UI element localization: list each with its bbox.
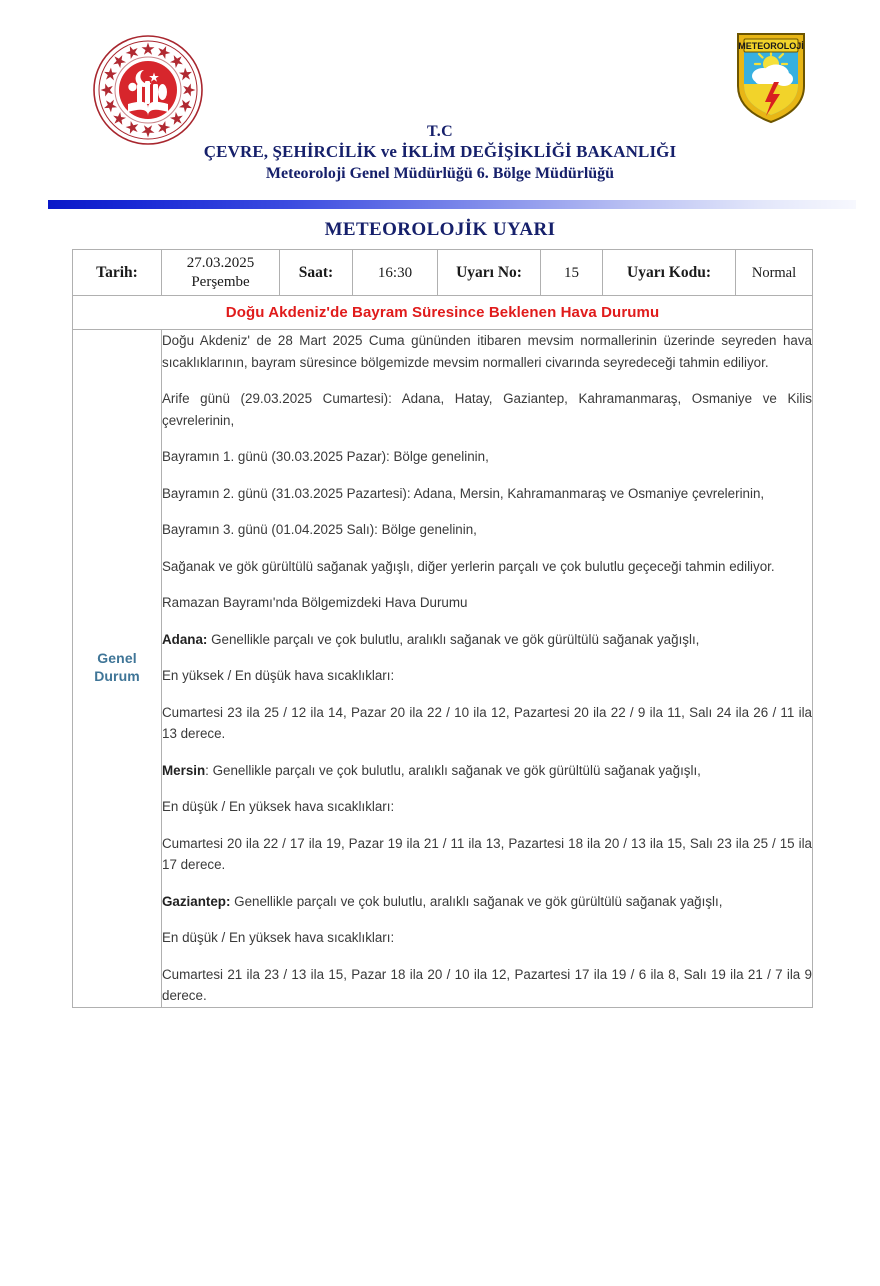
table-row-alert-title [73, 296, 813, 330]
forecast-paragraph [162, 665, 812, 687]
header-gradient-rule [48, 200, 856, 209]
page-title: METEOROLOJİK UYARI [324, 219, 556, 240]
title-ministry: ÇEVRE, ŞEHİRCİLİK ve İKLİM DEĞİŞİKLİĞİ BAKANLIĞI [203, 142, 677, 161]
warning-no-value: 15 [541, 250, 603, 296]
forecast-paragraph [162, 796, 812, 818]
forecast-paragraph [162, 964, 812, 1007]
forecast-body [162, 330, 813, 1008]
title-department: Meteoroloji Genel Müdürlüğü 6. Bölge Müdürlüğü [265, 165, 615, 182]
paragraph-text: Cumartesi 21 ila 23 / 13 ila 15, Pazar 18 ila 20 / 10 ila 12, Pazartesi 17 ila 19 / 6 ila 8, Salı 19 ila 21 / 7 ila 9 derece. [162, 966, 812, 1003]
header-title-block [0, 122, 880, 184]
paragraph-text: En düşük / En yüksek hava sıcaklıkları: [162, 799, 395, 814]
paragraph-text: En düşük / En yüksek hava sıcaklıkları: [162, 930, 395, 945]
forecast-paragraph [162, 629, 812, 651]
paragraph-text: Bayramın 3. günü (01.04.2025 Salı): Bölge genelinin, [162, 522, 477, 537]
warning-code-label: Uyarı Kodu: [603, 250, 736, 296]
alert-title: Doğu Akdeniz'de Bayram Süresince Beklenen Hava Durumu [225, 303, 660, 321]
date-label: Tarih: [73, 250, 162, 296]
forecast-paragraph [162, 519, 812, 541]
warning-no-label: Uyarı No: [438, 250, 541, 296]
forecast-paragraph [162, 927, 812, 949]
meteoroloji-shield-icon [732, 28, 810, 126]
general-situation-cell [73, 330, 162, 1008]
paragraph-lead: Gaziantep: [162, 893, 231, 909]
warning-table [72, 249, 813, 1008]
time-value: 16:30 [353, 250, 438, 296]
forecast-paragraph [162, 702, 812, 745]
forecast-paragraph [162, 446, 812, 468]
paragraph-text: Genellikle parçalı ve çok bulutlu, aralıklı sağanak ve gök gürültülü sağanak yağışlı, [207, 631, 700, 647]
forecast-paragraph [162, 483, 812, 505]
date-value-line1: 27.03.2025 [186, 254, 255, 271]
paragraph-text: Cumartesi 20 ila 22 / 17 ila 19, Pazar 19 ila 21 / 11 ila 13, Pazartesi 18 ila 20 / 13 ila 15, Salı 23 ila 25 / 15 ila 17 derece. [162, 835, 812, 872]
table-row-body [73, 330, 813, 1008]
forecast-paragraph [162, 388, 812, 431]
paragraph-lead: Mersin [162, 762, 206, 778]
forecast-paragraph [162, 556, 812, 578]
paragraph-text: Ramazan Bayramı'nda Bölgemizdeki Hava Durumu [162, 595, 468, 610]
alert-title-cell [73, 296, 813, 330]
paragraph-lead: Adana: [162, 631, 208, 647]
warning-code-value: Normal [736, 250, 813, 296]
paragraph-text: : Genellikle parçalı ve çok bulutlu, aralıklı sağanak ve gök gürültülü sağanak yağışlı, [205, 762, 701, 778]
forecast-paragraph [162, 891, 812, 913]
paragraph-text: Bayramın 1. günü (30.03.2025 Pazar): Bölge genelinin, [162, 449, 489, 464]
paragraph-text: Bayramın 2. günü (31.03.2025 Pazartesi): Adana, Mersin, Kahramanmaraş ve Osmaniye çevrelerinin, [162, 485, 765, 501]
date-value [162, 250, 280, 296]
time-label: Saat: [280, 250, 353, 296]
forecast-paragraph [162, 592, 812, 614]
paragraph-text: Doğu Akdeniz' de 28 Mart 2025 Cuma gününden itibaren mevsim normallerinin üzerinde seyreden hava sıcaklıklarının, bayram süresince bölgemizde mevsim normalleri civarında seyredeceği tahmin ediliyor. [162, 333, 812, 370]
forecast-paragraph-list [162, 330, 812, 1007]
table-row-info [73, 250, 813, 296]
forecast-paragraph [162, 833, 812, 876]
date-value-line2: Perşembe [191, 273, 250, 290]
title-tc: T.C [427, 123, 453, 140]
forecast-paragraph [162, 760, 812, 782]
paragraph-text: Genellikle parçalı ve çok bulutlu, aralıklı sağanak ve gök gürültülü sağanak yağışlı, [230, 893, 723, 909]
paragraph-text: En yüksek / En düşük hava sıcaklıkları: [162, 668, 395, 683]
document-header [0, 0, 880, 196]
forecast-paragraph [162, 330, 812, 373]
general-situation-label: Genel Durum [94, 650, 140, 685]
paragraph-text: Cumartesi 23 ila 25 / 12 ila 14, Pazar 20 ila 22 / 10 ila 12, Pazartesi 20 ila 22 / 9 ila 11, Salı 24 ila 26 / 11 ila 13 derece. [162, 704, 812, 741]
meteoroloji-logo-text: METEOROLOJİ [738, 41, 804, 51]
paragraph-text: Arife günü (29.03.2025 Cumartesi): Adana, Hatay, Gaziantep, Kahramanmaraş, Osmaniye ve Kilis çevrelerinin, [162, 391, 812, 428]
paragraph-text: Sağanak ve gök gürültülü sağanak yağışlı, diğer yerlerin parçalı ve çok bulutlu geçeceği tahmin ediliyor. [162, 558, 775, 574]
